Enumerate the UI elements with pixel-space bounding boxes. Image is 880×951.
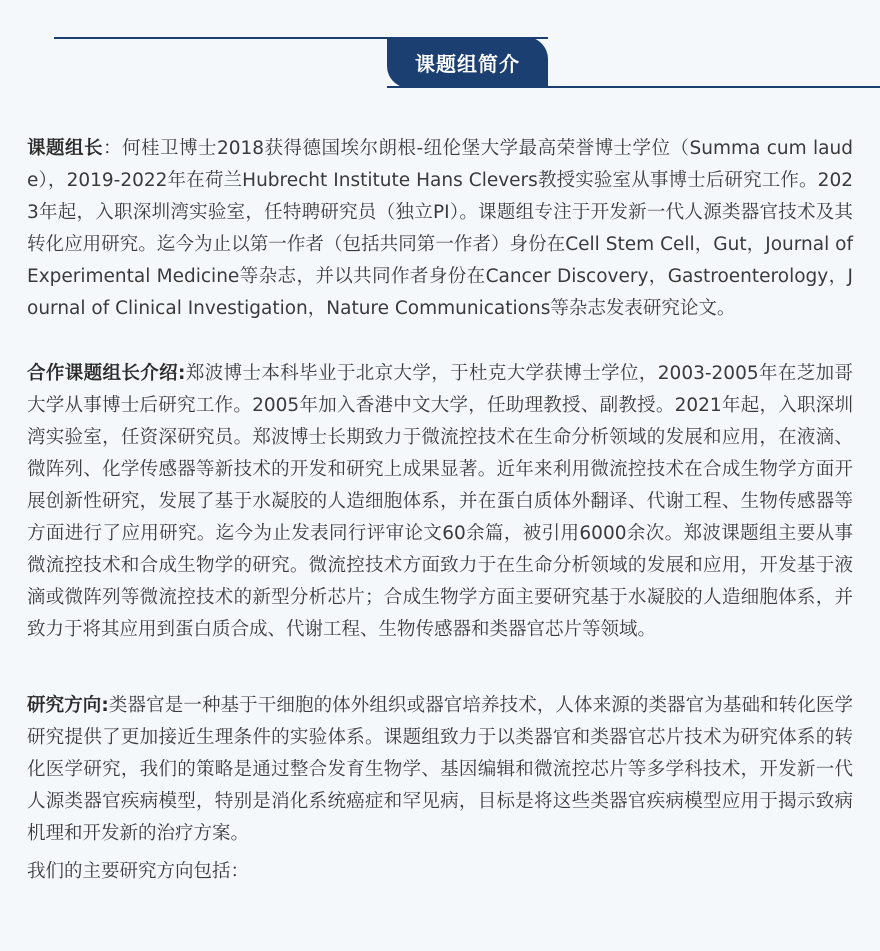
leader-paragraph: [27, 133, 853, 325]
list-intro-section: [27, 856, 853, 888]
header-title: 课题组简介: [387, 37, 548, 88]
leader-separator: ：: [102, 138, 122, 159]
list-intro-text: 我们的主要研究方向包括：: [27, 861, 250, 882]
direction-text: 类器官是一种基于干细胞的体外组织或器官培养技术，人体来源的类器官为基础和转化医学研究提供了更加接近生理条件的实验体系。课题组致力于以类器官和类器官芯片技术为研究体系的转化医学研究，我们的策略是通过整合发育生物学、基因编辑和微流控芯片等多学科技术，开发新一代人源类器官疾病模型，特别是消化系统癌症和罕见病，目标是将这些类器官疾病模型应用于揭示致病机理和开发新的治疗方案。: [27, 695, 853, 844]
leader-section: [27, 133, 853, 325]
direction-section: [27, 690, 853, 850]
coleader-section: [27, 358, 853, 646]
coleader-text: 郑波博士本科毕业于北京大学，于杜克大学获博士学位，2003-2005年在芝加哥大学从事博士后研究工作。2005年加入香港中文大学，任助理教授、副教授。2021年起，入职深圳湾实验室，任资深研究员。郑波博士长期致力于微流控技术在生命分析领域的发展和应用，在液滴、微阵列、化学传感器等新技术的开发和研究上成果显著。近年来利用微流控技术在合成生物学方面开展创新性研究，发展了基于水凝胶的人造细胞体系，并在蛋白质体外翻译、代谢工程、生物传感器等方面进行了应用研究。迄今为止发表同行评审论文60余篇，被引用6000余次。郑波课题组主要从事微流控技术和合成生物学的研究。微流控技术方面致力于在生命分析领域的发展和应用，开发基于液滴或微阵列等微流控技术的新型分析芯片；合成生物学方面主要研究基于水凝胶的人造细胞体系，并致力于将其应用到蛋白质合成、代谢工程、生物传感器和类器官芯片等领域。: [27, 363, 854, 640]
coleader-label: 合作课题组长介绍:: [27, 363, 186, 384]
direction-label: 研究方向:: [27, 695, 109, 716]
direction-paragraph: [27, 690, 853, 850]
coleader-paragraph: [27, 358, 853, 646]
leader-label: 课题组长: [27, 138, 103, 159]
section-header: [27, 0, 853, 110]
leader-text: 何桂卫博士2018获得德国埃尔朗根-纽伦堡大学最高荣誉博士学位（Summa cum laude），2019-2022年在荷兰Hubrecht Institute Hans Clevers教授实验室从事博士后研究工作。2023年起，入职深圳湾实验室，任特聘研究员（独立PI）。课题组专注于开发新一代人源类器官技术及其转化应用研究。迄今为止以第一作者（包括共同第一作者）身份在Cell Stem Cell，Gut，Journal of Experimental Medicine等杂志，并以共同作者身份在Cancer Discovery，Gastroenterology，Journal of Clinical Investigation，Nature Communications等杂志发表研究论文。: [27, 138, 853, 319]
